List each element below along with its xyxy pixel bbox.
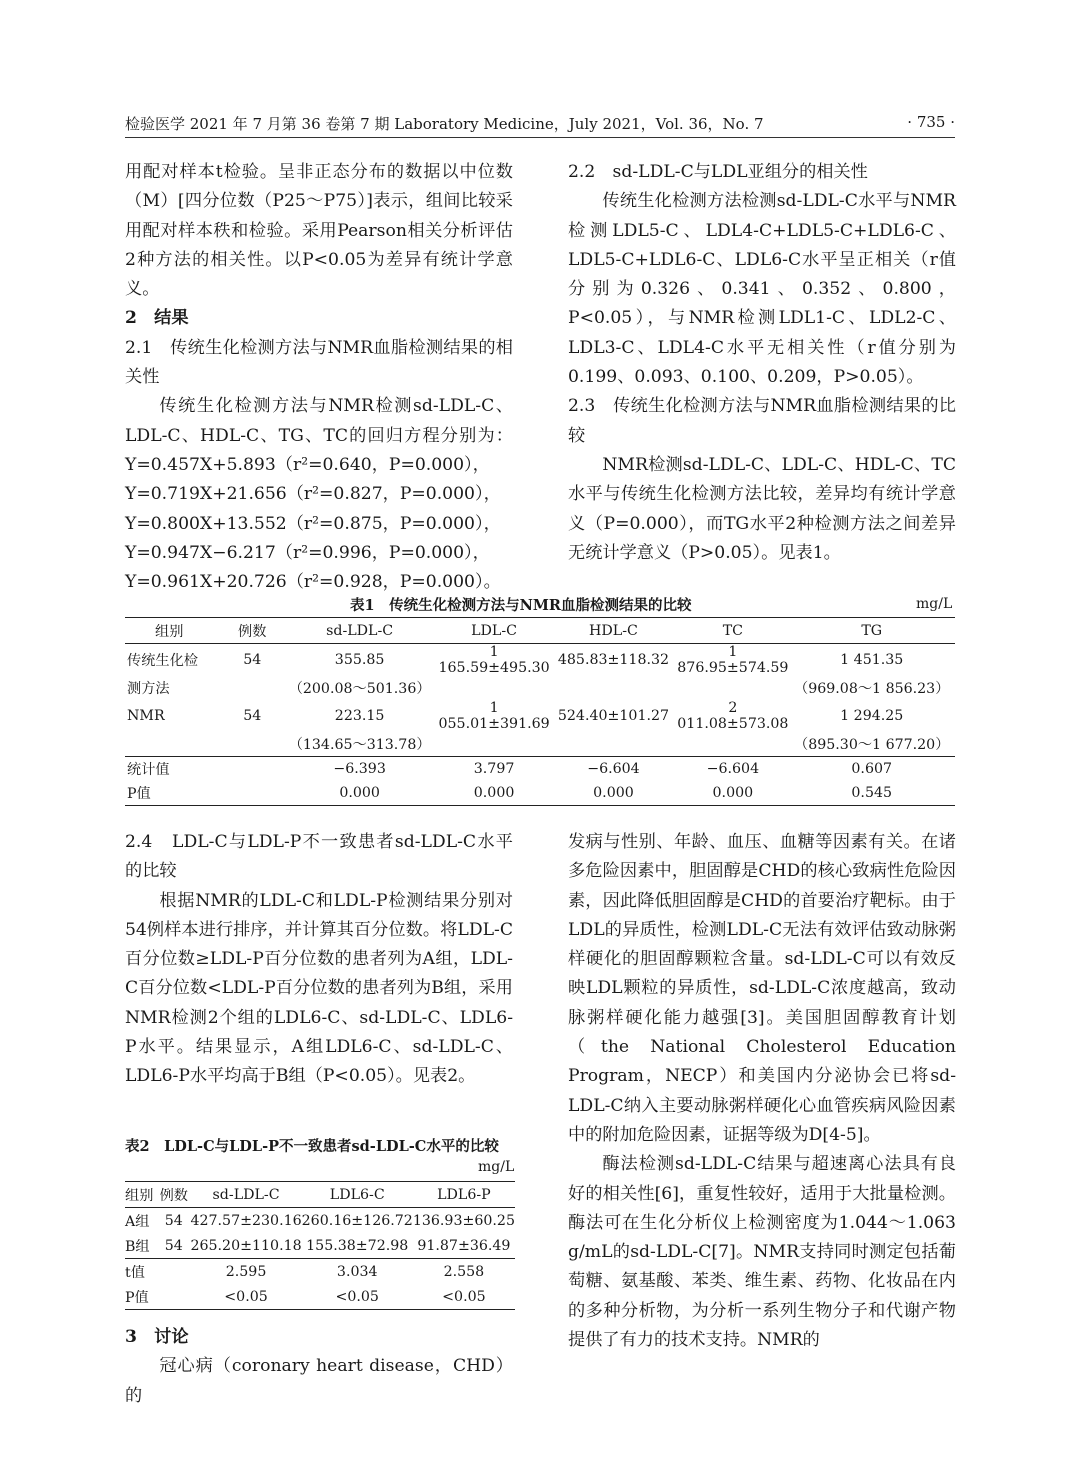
table1-unit: mg/L — [916, 596, 953, 612]
cell: （134.65～313.78） — [288, 737, 431, 753]
table1-caption: 表1 传统生化检测方法与NMR血脂检测结果的比较 — [350, 597, 692, 614]
cell: P值 — [127, 786, 151, 802]
cell: 2.558 — [413, 1259, 515, 1285]
section-results-heading: 2 结果 — [125, 308, 189, 329]
cell: 测方法 — [127, 681, 170, 697]
discussion-start-text: 冠心病（coronary heart disease，CHD）的 — [125, 1356, 513, 1406]
header-cell: HDL-C — [550, 618, 678, 644]
table-row — [125, 1284, 515, 1310]
table-row — [125, 700, 955, 732]
table2 — [125, 1181, 515, 1310]
cell: 427.57±230.16 — [190, 1212, 302, 1229]
cell: 0.000 — [473, 785, 515, 801]
cell: 136.93±60.25 — [412, 1212, 515, 1229]
subsection-2-4-heading: 2.4 LDL-C与LDL-P不一致患者sd-LDL-C水平的比较 — [125, 832, 513, 882]
table2-caption: 表2 LDL-C与LDL-P不一致患者sd-LDL-C水平的比较 — [125, 1138, 499, 1155]
table1 — [125, 617, 955, 806]
cell: 传统生化检 — [127, 653, 198, 669]
cell: 1 055.01±391.69 — [438, 700, 550, 732]
cell: 1 165.59±495.30 — [438, 644, 550, 676]
cell: 0.000 — [593, 785, 634, 801]
journal-info: 检验医学 2021 年 7 月第 36 卷第 7 期 Laboratory Medicine，July 2021，Vol. 36，No. 7 — [125, 115, 764, 133]
regression-text: 传统生化检测方法与NMR检测sd-LDL-C、LDL-C、HDL-C、TG、TC的回归方程分别为：Y=0.457X+5.893（r²=0.640，P=0.000）， — [125, 396, 513, 475]
table-row — [125, 1259, 515, 1285]
cell: （895.30～1 677.20） — [794, 737, 950, 753]
cell: 54 — [243, 652, 262, 668]
cell: 155.38±72.98 — [306, 1237, 409, 1254]
header-cell: sd-LDL-C — [190, 1182, 301, 1208]
regression-eq-5: Y=0.961X+20.726（r²=0.928，P=0.000）。 — [125, 572, 501, 593]
header-cell: 例数 — [224, 618, 281, 644]
cell: （200.08～501.36） — [288, 681, 431, 697]
regression-eq-4: Y=0.947X−6.217（r²=0.996，P=0.000）， — [125, 542, 490, 563]
table-header-row — [125, 1182, 515, 1208]
cell: 2.595 — [190, 1259, 301, 1285]
discordance-text: 根据NMR的LDL-C和LDL-P检测结果分别对54例样本进行排序，并计算其百分位数。将LDL-C百分位数≥LDL-P百分位数的患者列为A组，LDL-C百分位数<LDL-P百分位数的患者列为B组，采用NMR检测2个组的LDL6-C、sd-LDL-C、LDL6-P水平。结果显示，A组LDL6-C、sd-LDL-C、LDL6-P水平均高于B组（P<0.05）。见表2。 — [125, 890, 513, 1087]
cell: 0.000 — [339, 785, 380, 801]
header-cell: 例数 — [157, 1182, 190, 1208]
cell: 0.607 — [788, 757, 955, 782]
header-cell: 组别 — [125, 1182, 157, 1208]
cell: A组 — [125, 1213, 150, 1230]
right-column-top — [568, 158, 956, 568]
table-row — [125, 1208, 515, 1234]
table-row — [125, 644, 955, 677]
right-column-bottom — [568, 828, 956, 1355]
table2-unit: mg/L — [478, 1159, 515, 1175]
cell: 3.797 — [439, 757, 550, 782]
discussion-text-1: 发病与性别、年龄、血压、血糖等因素有关。在诸多危险因素中，胆固醇是CHD的核心致病性危险因素，因此降低胆固醇是CHD的首要治疗靶标。由于LDL的异质性，检测LDL-C无法有效评估致动脉粥样硬化的胆固醇颗粒含量。sd-LDL-C可以有效反映LDL颗粒的异质性，sd-LDL-C浓度越高，致动脉粥样硬化能力越强[3]。美国胆固醇教育计划（the National Cholesterol Education Program，NECP）和美国内分泌协会已将sd-LDL-C纳入主要动脉粥样硬化心血管疾病风险因素中的附加危险因素，证据等级为D[4-5]。 — [568, 832, 956, 1145]
table-row — [125, 781, 955, 806]
regression-eq-2: Y=0.719X+21.656（r²=0.827，P=0.000）， — [125, 484, 501, 505]
cell: 91.87±36.49 — [417, 1237, 511, 1254]
cell: <0.05 — [224, 1288, 268, 1305]
cell: 0.000 — [712, 785, 754, 801]
cell: 3.034 — [302, 1259, 413, 1285]
comparison-text: NMR检测sd-LDL-C、LDL-C、HDL-C、TC水平与传统生化检测方法比较，差异均有统计学意义（P=0.000），而TG水平2种检测方法之间差异无统计学意义（P>0.05）。见表1。 — [568, 454, 956, 563]
cell: 1 876.95±574.59 — [677, 644, 789, 676]
cell: −6.393 — [281, 757, 439, 782]
cell: 54 — [243, 708, 262, 724]
cell: 355.85 — [334, 652, 385, 668]
cell: 54 — [164, 1237, 183, 1254]
cell: −6.604 — [677, 757, 788, 782]
table-row — [125, 757, 955, 782]
cell: P值 — [125, 1289, 149, 1306]
header-cell: TC — [677, 618, 788, 644]
page-number: · 735 · — [907, 113, 955, 131]
cell: B组 — [125, 1238, 150, 1255]
subsection-2-1-heading: 2.1 传统生化检测方法与NMR血脂检测结果的相关性 — [125, 337, 513, 388]
cell: 265.20±110.18 — [190, 1237, 302, 1254]
table-row — [125, 1233, 515, 1259]
cell: （969.08～1 856.23） — [794, 681, 950, 697]
cell: 1 451.35 — [840, 652, 904, 668]
cell: 统计值 — [125, 757, 224, 782]
header-cell: LDL6-C — [302, 1182, 413, 1208]
cell: <0.05 — [442, 1288, 486, 1305]
cell: 1 294.25 — [840, 708, 904, 724]
subsection-2-2-heading: 2.2 sd-LDL-C与LDL亚组分的相关性 — [568, 162, 868, 182]
methods-text: 用配对样本t检验。呈非正态分布的数据以中位数（M）[四分位数（P25～P75）]表示，组间比较采用配对样本秩和检验。采用Pearson相关分析评估2种方法的相关性。以P<0.05为差异有统计学意义。 — [125, 162, 513, 300]
header-cell: TG — [788, 618, 955, 644]
discussion-text-2: 酶法检测sd-LDL-C结果与超速离心法具有良好的相关性[6]，重复性较好，适用于大批量检测。酶法可在生化分析仪上检测密度为1.044～1.063 g/mL的sd-LDL-C[7]。NMR支持同时测定包括葡萄糖、氨基酸、苯类、维生素、药物、化妆品在内的多种分析物，为分析一系列生物分子和代谢产物提供了有力的技术支持。NMR的 — [568, 1154, 956, 1351]
header-cell: sd-LDL-C — [281, 618, 439, 644]
table-row — [125, 732, 955, 757]
cell: 223.15 — [334, 708, 385, 724]
cell: 0.545 — [851, 785, 893, 801]
table-header-row — [125, 618, 955, 644]
cell: 485.83±118.32 — [557, 652, 670, 668]
cell: 2 011.08±573.08 — [677, 700, 789, 732]
header-cell: 组别 — [125, 618, 224, 644]
cell: NMR — [127, 708, 165, 724]
subsection-2-3-heading: 2.3 传统生化检测方法与NMR血脂检测结果的比较 — [568, 396, 956, 446]
left-column-bottom — [125, 828, 513, 1092]
table-row — [125, 676, 955, 700]
cell: 54 — [164, 1212, 183, 1229]
regression-eq-3: Y=0.800X+13.552（r²=0.875，P=0.000）， — [125, 513, 501, 534]
header-cell: LDL6-P — [413, 1182, 515, 1208]
section-discussion-heading: 3 讨论 — [125, 1327, 189, 1347]
left-column-discussion — [125, 1323, 513, 1411]
cell: t值 — [125, 1259, 157, 1285]
header-cell: LDL-C — [439, 618, 550, 644]
left-column-top — [125, 158, 513, 597]
correlation-text: 传统生化检测方法检测sd-LDL-C水平与NMR检测LDL5-C、LDL4-C+LDL5-C+LDL6-C、LDL5-C+LDL6-C、LDL6-C水平呈正相关（r值分别为0.326、0.341、0.352、0.800，P<0.05），与NMR检测LDL1-C、LDL2-C、LDL3-C、LDL4-C水平无相关性（r值分别为0.199、0.093、0.100、0.209，P>0.05）。 — [568, 191, 956, 388]
cell: −6.604 — [550, 757, 678, 782]
running-header — [125, 113, 955, 138]
cell: <0.05 — [335, 1288, 379, 1305]
cell: 260.16±126.72 — [301, 1212, 413, 1229]
cell: 524.40±101.27 — [557, 708, 670, 724]
